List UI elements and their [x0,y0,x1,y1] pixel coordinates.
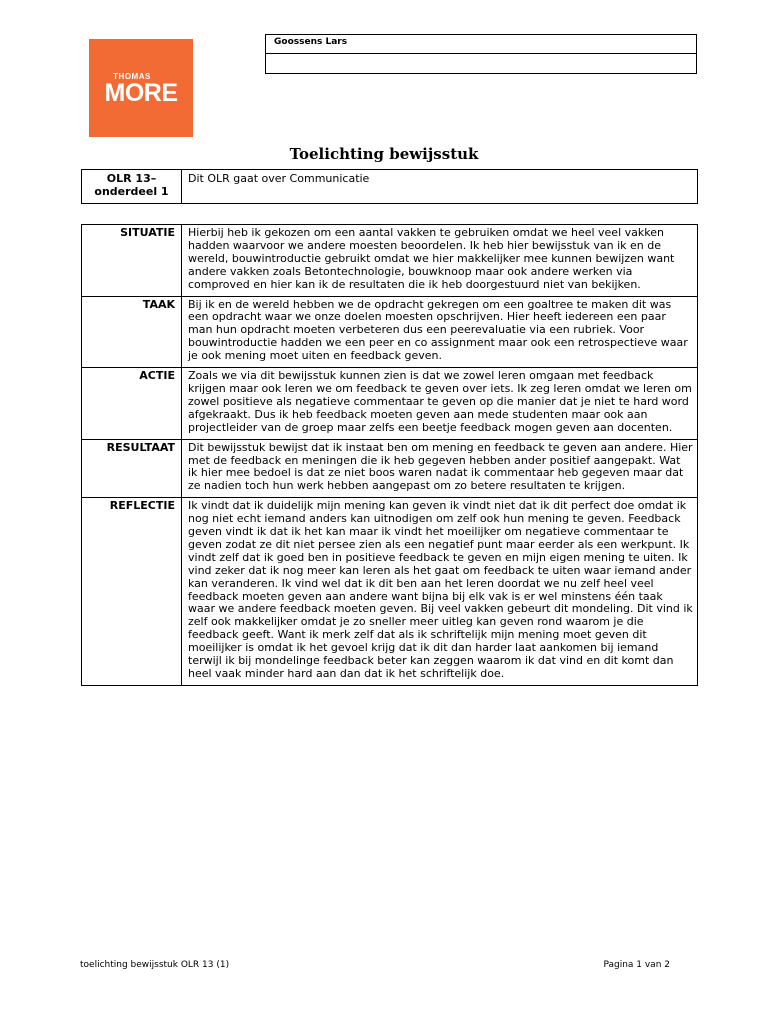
olr-box [81,169,698,204]
header-name-box [265,34,697,74]
table-row [82,296,698,368]
row-text-reflectie: Ik vindt dat ik duidelijk mijn mening kan geven ik vindt niet dat ik dit perfect doe omdat ik nog niet echt iemand anders kan uitnodigen om zelf ook hun mening te geven. Feedback geven vindt ik dat ik het kan maar ik vindt het moeilijker om negatieve commentaar te geven zodat ze dit niet persee zien als een negatief punt maar eerder als een werkpunt. Ik vindt zelf dat ik goed ben in positieve feedback te geven en mijn eigen mening te uiten. Ik vind zeker dat ik nog meer kan leren als het gaat om feedback te uiten waar iemand ander kan veranderen. Ik vind wel dat ik dit ben aan het leren doordat we nu zelf heel veel feedback moeten geven aan andere want bijna bij elk vak is er wel minstens één taak waar we andere feedback moeten geven. Bij veel vakken gebeurt dit mondeling. Dit vind ik zelf ook makkelijker omdat je zo sneller meer uitleg kan geven rond waarom je die feedback geeft. Want ik merk zelf dat als ik schriftelijk mijn mening moet geven dit moeilijker is omdat ik het gevoel krijg dat ik dit dan harder laat aankomen bij iemand terwijl ik bij mondelinge feedback beter kan zeggen waarom ik dat vind en dit komt dan heel vaak minder hard aan dan dat ik het schriftelijk doe. [182,498,698,686]
row-label-situatie: SITUATIE [82,225,182,297]
row-label-actie: ACTIE [82,368,182,440]
table-row [82,439,698,498]
row-label-resultaat: RESULTAAT [82,439,182,498]
student-name: Goossens Lars [266,35,696,54]
row-text-taak: Bij ik en de wereld hebben we de opdracht gekregen om een goaltree te maken dit was een opdracht waar we onze doelen moesten opschrijven. Hier heeft iedereen een paar man hun opdracht moeten verbeteren dus een peerevaluatie via een rubriek. Voor bouwintroductie hadden we een peer en co assignment maar ook een retrospectieve waar je ook mening moet uiten en feedback geven. [182,296,698,368]
footer-page-number: Pagina 1 van 2 [603,960,670,970]
table-row [82,498,698,686]
page-title: Toelichting bewijsstuk [289,145,479,163]
table-row [82,368,698,440]
row-text-situatie: Hierbij heb ik gekozen om een aantal vakken te gebruiken omdat we heel veel vakken hadden waarvoor we andere moesten beoordelen. Ik heb hier bewijsstuk van ik en de wereld, bouwintroductie gebruikt omdat we hier makkelijker mee kunnen bewijzen want andere vakken zoals Betontechnologie, bouwknoop maar ook andere werken via comproved en hier kan ik de resultaten die ik heb doorgestuurd niet van bekijken. [182,225,698,297]
logo-line-1: THOMAS [113,71,151,81]
row-text-actie: Zoals we via dit bewijsstuk kunnen zien is dat we zowel leren omgaan met feedback krijgen maar ook leren we om feedback te geven over iets. Ik zeg leren omdat we leren om zowel positieve als negatieve commentaar te geven op die manier dat je niet te hard word afgekraakt. Dus ik heb feedback moeten geven aan mede studenten maar ook aan projectleider van de groep maar zelfs een beetje feedback mogen geven aan docenten. [182,368,698,440]
olr-description: Dit OLR gaat over Communicatie [188,172,370,185]
row-text-resultaat: Dit bewijsstuk bewijst dat ik instaat ben om mening en feedback te geven aan andere. Hier met de feedback en meningen die ik heb gegeven hebben ander positief aangepakt. Wat ik hier mee bedoel is dat ze niet boos waren nadat ik commentaar heb gegeven maar dat ze nadien toch hun werk hebben aangepast om zo betere resultaten te krijgen. [182,439,698,498]
thomas-more-logo [89,39,193,137]
row-label-reflectie: REFLECTIE [82,498,182,686]
row-label-taak: TAAK [82,296,182,368]
table-row [82,225,698,297]
logo-line-2: MORE [104,78,178,107]
star-table [81,224,698,686]
olr-label-line-1: OLR 13– [106,172,157,185]
olr-label [82,170,182,203]
olr-label-line-2: onderdeel 1 [94,185,169,198]
footer-filename: toelichting bewijsstuk OLR 13 (1) [80,960,230,970]
